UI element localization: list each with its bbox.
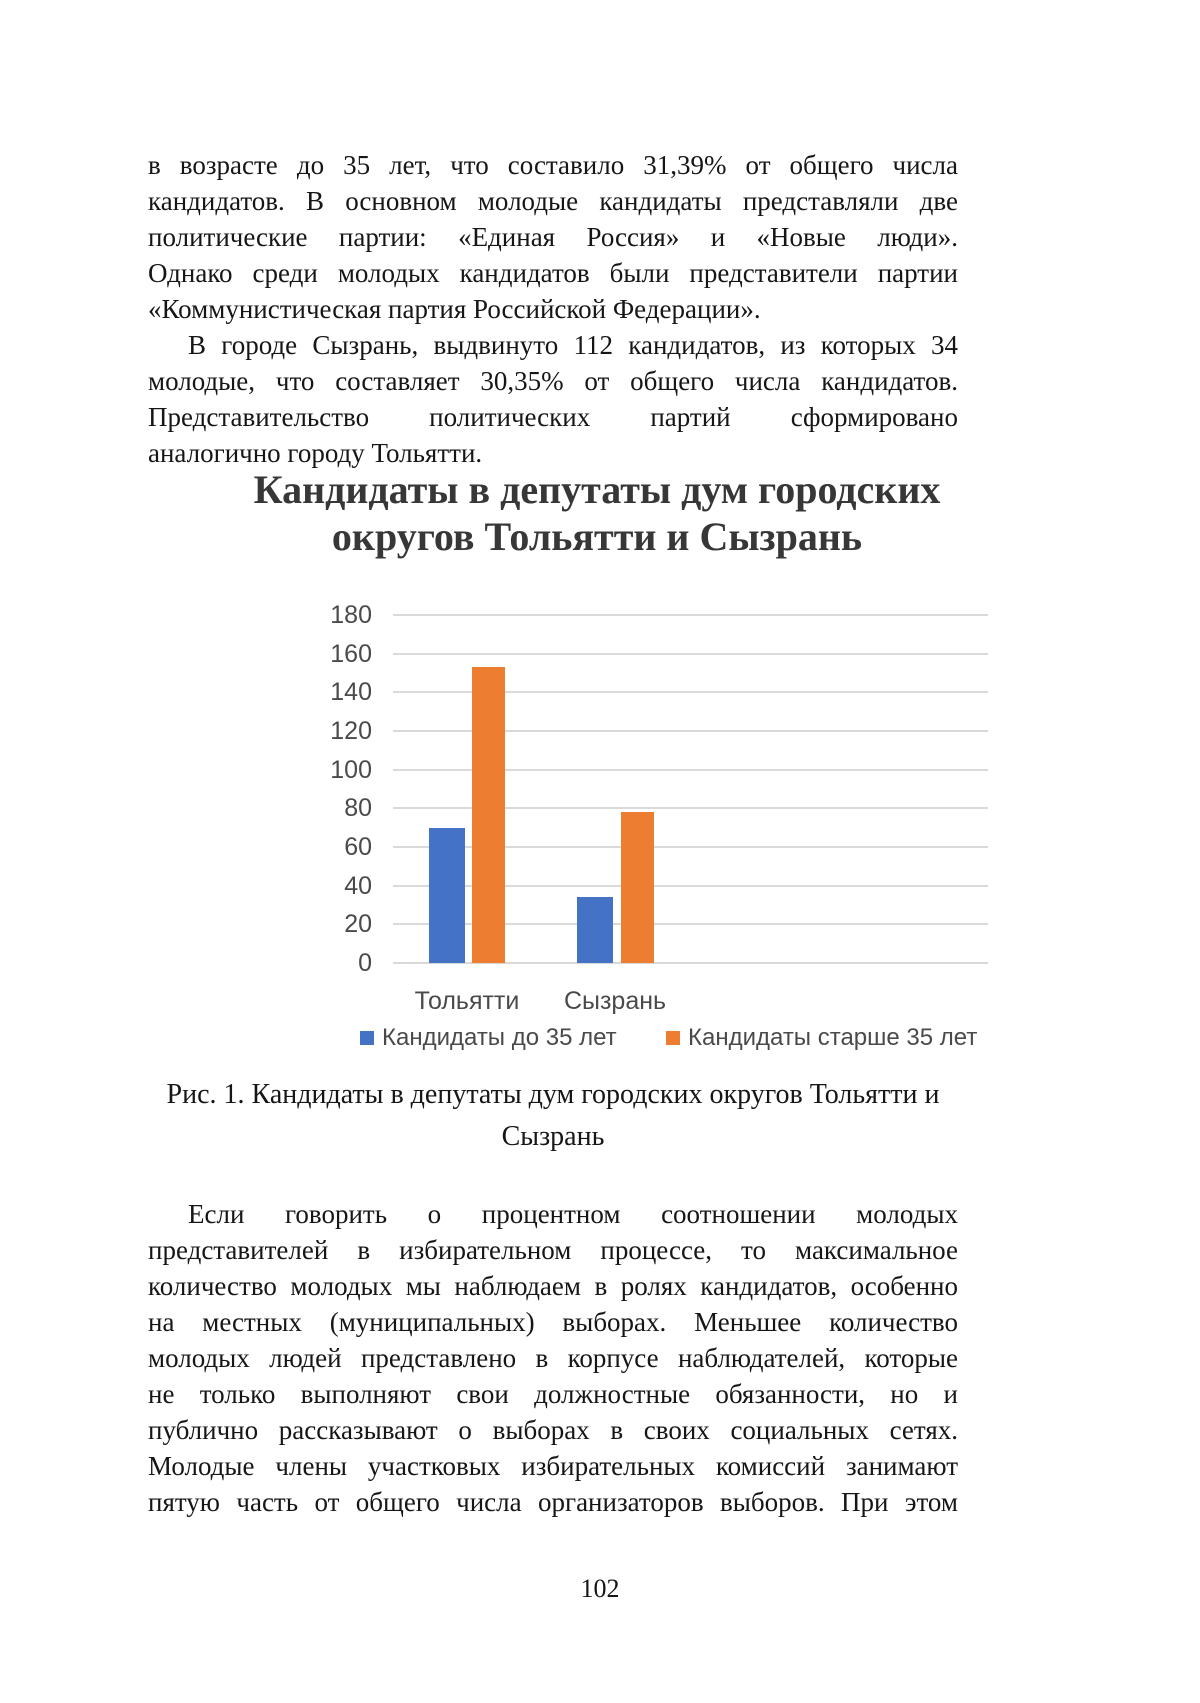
- text-line: политические партии: «Единая Россия» и «Новые люди».: [148, 222, 958, 252]
- chart-title-line: Кандидаты в депутаты дум городских: [253, 467, 941, 512]
- y-axis-tick-80: 80: [344, 794, 372, 823]
- legend-label: Кандидаты до 35 лет: [382, 1024, 617, 1051]
- legend-swatch-blue: [360, 1031, 374, 1045]
- legend-label: Кандидаты старше 35 лет: [688, 1024, 978, 1051]
- legend-item-under-35: [360, 1024, 617, 1052]
- text-line: молодых людей представлено в корпусе наблюдателей, которые: [148, 1343, 958, 1373]
- chart-plot-area: [393, 615, 988, 963]
- bar-Тольятти-under-35: [429, 828, 465, 963]
- y-axis-tick-40: 40: [344, 871, 372, 900]
- caption-line: Рис. 1. Кандидаты в депутаты дум городских округов Тольятти и: [166, 1079, 940, 1110]
- paragraph-1: [148, 147, 958, 327]
- text-line: Если говорить о процентном соотношении молодых: [188, 1199, 958, 1229]
- x-axis-label-tolyatti: Тольятти: [414, 987, 520, 1015]
- y-axis-tick-100: 100: [330, 755, 372, 784]
- gridline-160: [393, 653, 988, 655]
- y-axis-tick-60: 60: [344, 833, 372, 861]
- bar-Тольятти-over-35: [472, 667, 505, 963]
- text-line: Молодые члены участковых избирательных комиссий занимают: [148, 1451, 958, 1481]
- text-line: Представительство политических партий сформировано: [148, 402, 958, 432]
- caption-line: Сызрань: [501, 1121, 605, 1152]
- legend-swatch-orange: [666, 1031, 680, 1045]
- text-line: аналогично городу Тольятти.: [148, 438, 483, 468]
- y-axis-tick-180: 180: [330, 601, 372, 629]
- x-axis-label-syzran: Сызрань: [563, 987, 667, 1015]
- paragraph-2: [148, 327, 958, 471]
- text-line: В городе Сызрань, выдвинуто 112 кандидатов, из которых 34: [188, 330, 958, 360]
- y-axis-tick-160: 160: [330, 639, 372, 668]
- text-line: количество молодых мы наблюдаем в ролях кандидатов, особенно: [148, 1271, 958, 1301]
- text-line: публично рассказывают о выборах в своих социальных сетях.: [148, 1415, 958, 1445]
- chart-title-line: округов Тольятти и Сызрань: [331, 514, 863, 559]
- chart-title: [247, 466, 947, 560]
- text-line: кандидатов. В основном молодые кандидаты представляли две: [148, 186, 958, 216]
- text-line: в возрасте до 35 лет, что составило 31,39% от общего числа: [148, 150, 958, 180]
- page-number: 102: [580, 1574, 620, 1603]
- text-line: молодые, что составляет 30,35% от общего числа кандидатов.: [148, 366, 958, 396]
- legend-item-over-35: [666, 1024, 977, 1052]
- text-line: представителей в избирательном процессе, то максимальное: [148, 1235, 958, 1265]
- paragraph-3: [148, 1196, 958, 1520]
- bar-Сызрань-over-35: [621, 812, 654, 963]
- text-line: на местных (муниципальных) выборах. Меньшее количество: [148, 1307, 958, 1337]
- y-axis-tick-20: 20: [344, 910, 372, 939]
- y-axis-tick-120: 120: [330, 717, 372, 745]
- bar-Сызрань-under-35: [577, 897, 613, 963]
- figure-caption: [148, 1074, 958, 1158]
- text-line: пятую часть от общего числа организаторов выборов. При этом: [148, 1487, 958, 1517]
- text-line: «Коммунистическая партия Российской Федерации».: [148, 294, 761, 324]
- y-axis-tick-140: 140: [330, 678, 372, 707]
- text-line: Однако среди молодых кандидатов были представители партии: [148, 258, 958, 288]
- gridline-180: [393, 614, 988, 616]
- y-axis-tick-0: 0: [358, 949, 372, 977]
- text-line: не только выполняют свои должностные обязанности, но и: [148, 1379, 958, 1409]
